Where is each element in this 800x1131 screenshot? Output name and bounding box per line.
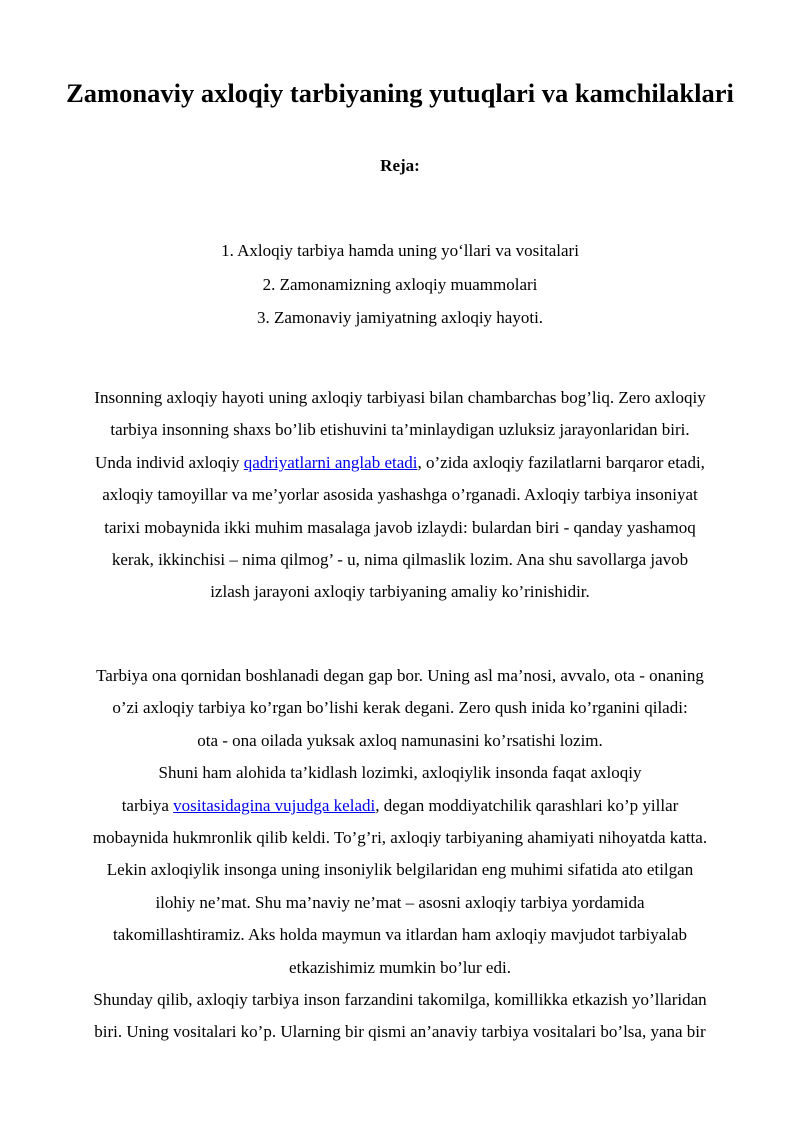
document-title: Zamonaviy axloqiy tarbiyaning yutuqlari va kamchilaklari <box>66 78 734 108</box>
paragraph-line: mobaynida hukmronlik qilib keldi. To’g’ri, axloqiy tarbiyaning ahamiyati nihoyatda katta. <box>92 828 708 848</box>
paragraph-line: axloqiy tamoyillar va me’yorlar asosida yashashga o’rganadi. Axloqiy tarbiya insoniyat <box>102 485 698 505</box>
paragraph-line: etkazishimiz mumkin bo’lur edi. <box>289 957 511 977</box>
paragraph-line: Lekin axloqiylik insonga uning insoniylik belgilaridan eng muhimi sifatida ato etilgan <box>106 860 694 880</box>
paragraph-line <box>50 790 750 822</box>
plan-item: 2. Zamonamizning axloqiy muammolari <box>262 274 538 294</box>
paragraph-line: takomillashtiramiz. Aks holda maymun va itlardan ham axloqiy mavjudot tarbiyalab <box>112 925 688 945</box>
paragraph-2 <box>50 660 750 1049</box>
paragraph-line: biri. Uning vositalari ko’p. Ularning bir qismi an’anaviy tarbiya vositalari bo’lsa, yana bir <box>94 1022 706 1042</box>
paragraph-line: o’zi axloqiy tarbiya ko’rgan bo’lishi kerak degani. Zero qush inida ko’rganini qiladi: <box>112 698 688 718</box>
plan-list <box>0 234 800 335</box>
plan-heading: Reja: <box>380 156 420 175</box>
paragraph-line: tarixi mobaynida ikki muhim masalaga javob izlaydi: bulardan biri - qanday yashamoq <box>104 517 696 537</box>
link-vositasidagina-vujudga-keladi[interactable]: vositasidagina vujudga keladi <box>173 795 376 815</box>
paragraph-line: Tarbiya ona qornidan boshlanadi degan gap bor. Uning asl ma’nosi, avvalo, ota - onaning <box>96 666 704 685</box>
paragraph-line <box>50 447 750 479</box>
paragraph-line: Shuni ham alohida ta’kidlash lozimki, axloqiylik insonda faqat axloqiy <box>158 763 642 783</box>
plan-item: 1. Axloqiy tarbiya hamda uning yo‘llari va vositalari <box>221 241 579 260</box>
paragraph-text: , degan moddiyatchilik qarashlari ko’p yillar <box>375 795 679 815</box>
paragraph-text: , o’zida axloqiy fazilatlarni barqaror etadi, <box>417 452 705 472</box>
plan-item: 3. Zamonaviy jamiyatning axloqiy hayoti. <box>256 308 544 327</box>
paragraph-line: tarbiya insonning shaxs bo’lib etishuvini ta’minlaydigan uzluksiz jarayonlaridan biri. <box>110 420 690 440</box>
paragraph-line: kerak, ikkinchisi – nima qilmog’ - u, nima qilmaslik lozim. Ana shu savollarga javob <box>111 550 689 570</box>
paragraph-line: izlash jarayoni axloqiy tarbiyaning amaliy ko’rinishidir. <box>210 582 590 602</box>
paragraph-1 <box>50 382 750 609</box>
paragraph-text: tarbiya <box>121 795 174 815</box>
link-qadriyatlarni-anglab-etadi[interactable]: qadriyatlarni anglab etadi <box>243 452 418 472</box>
paragraph-line: Shunday qilib, axloqiy tarbiya inson farzandini takomilga, komillikka etkazish yo’llaridan <box>93 990 707 1010</box>
paragraph-line: ilohiy ne’mat. Shu ma’naviy ne’mat – asosni axloqiy tarbiya yordamida <box>155 892 645 912</box>
paragraph-text: Unda individ axloqiy <box>95 452 244 472</box>
paragraph-line: ota - ona oilada yuksak axloq namunasini ko’rsatishi lozim. <box>197 730 603 750</box>
paragraph-line: Insonning axloqiy hayoti uning axloqiy tarbiyasi bilan chambarchas bog’liq. Zero axloqiy <box>94 388 706 407</box>
